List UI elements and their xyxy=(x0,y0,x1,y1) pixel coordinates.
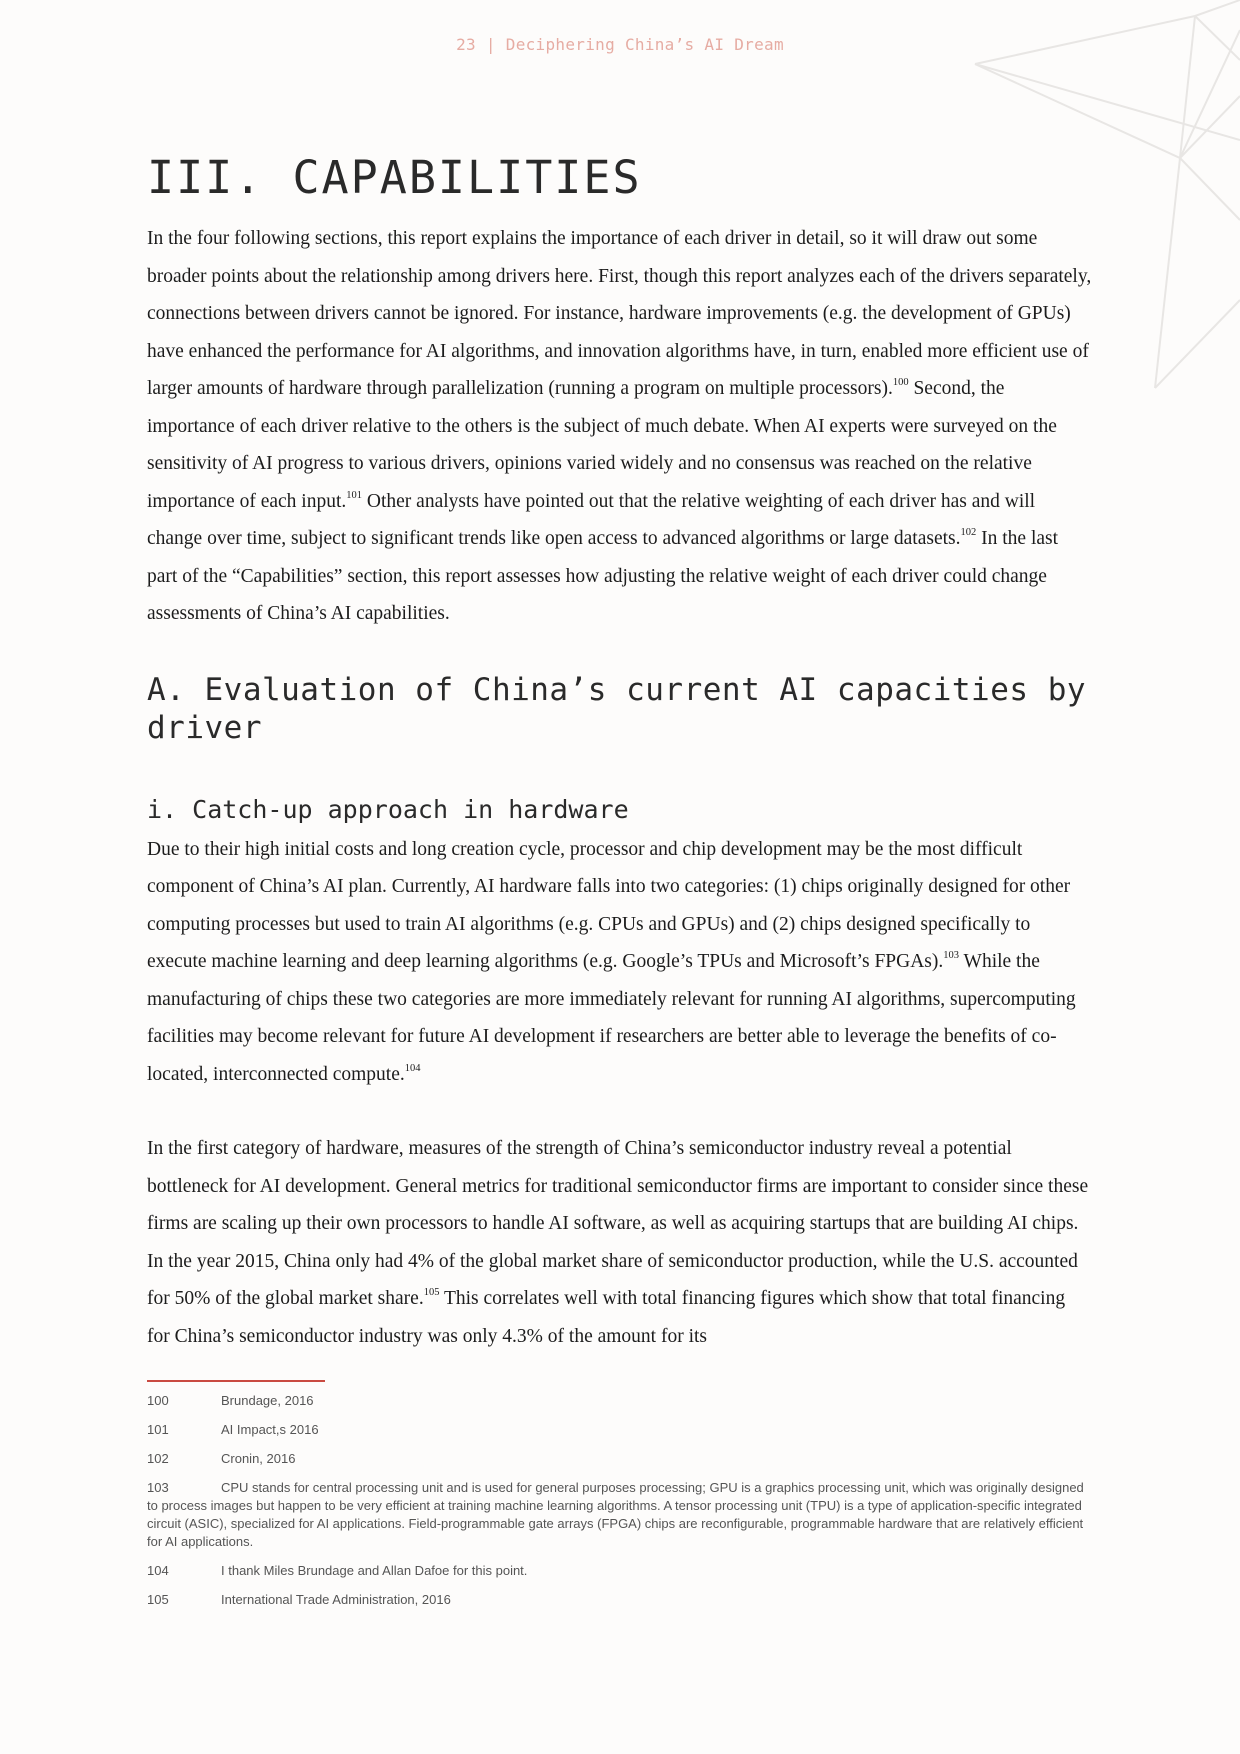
intro-text-1: In the four following sections, this report explains the importance of each driver in detail, so it will draw out some broader points about the relationship among drivers here. First, though this report analyzes each of the drivers separately, connections between drivers cannot be ignored. For instance, hardware improvements (e.g. the development of GPUs) have enhanced the performance for AI algorithms, and innovation algorithms have, in turn, enabled more efficient use of larger amounts of hardware through parallelization (running a program on multiple processors). xyxy=(147,228,1092,399)
footnote-number: 104 xyxy=(147,1563,169,1578)
hardware-p2-text-2: This correlates well with total financing figures which show that total financing for China’s semiconductor industry was only 4.3% of the amount for its xyxy=(147,1288,1066,1347)
hardware-paragraph-2 xyxy=(147,1130,1092,1355)
hardware-p1-text-2: While the manufacturing of chips these two categories are more immediately relevant for running AI algorithms, supercomputing facilities may become relevant for future AI development if researchers are better able to leverage the benefits of co-located, interconnected compute. xyxy=(147,951,1076,1085)
footnote-number: 101 xyxy=(147,1422,169,1437)
hardware-p2-text-1: In the first category of hardware, measures of the strength of China’s semiconductor industry reveal a potential bottleneck for AI development. General metrics for traditional semiconductor firms are important to consider since these firms are scaling up their own processors to handle AI software, as well as acquiring startups that are building AI chips. In the year 2015, China only had 4% of the global market share of semiconductor production, while the U.S. accounted for 50% of the global market share. xyxy=(147,1138,1089,1309)
chapter-title: III. CAPABILITIES xyxy=(147,151,642,204)
footnotes-section xyxy=(147,1380,1092,1620)
footnote-divider xyxy=(147,1380,325,1382)
footnote-number: 103 xyxy=(147,1480,169,1495)
footnote-item xyxy=(147,1392,1092,1410)
footnote-ref-102[interactable]: 102 xyxy=(960,527,977,538)
footnote-ref-103[interactable]: 103 xyxy=(943,950,960,961)
footnote-ref-104[interactable]: 104 xyxy=(404,1062,421,1074)
footnote-ref-105[interactable]: 105 xyxy=(423,1287,440,1298)
footnote-text: CPU stands for central processing unit and is used for general purposes processing; GPU is a graphics processing unit, which was originally designed to process images but happen to be very efficient at training machine learning algorithms. A tensor processing unit (TPU) is a type of application-specific integrated circuit (ASIC), specialized for AI applications. Field-programmable gate arrays (FPGA) chips are reconfigurable, programmable hardware that are relatively efficient for AI applications. xyxy=(147,1480,1084,1549)
footnote-ref-100[interactable]: 100 xyxy=(892,377,909,388)
footnote-text: Cronin, 2016 xyxy=(221,1451,296,1466)
intro-paragraph xyxy=(147,220,1092,633)
footnote-text: I thank Miles Brundage and Allan Dafoe for this point. xyxy=(221,1563,528,1578)
intro-text-3: Other analysts have pointed out that the relative weighting of each driver has and will change over time, subject to significant trends like open access to advanced algorithms or large datasets. xyxy=(147,490,1036,549)
footnote-number: 102 xyxy=(147,1451,169,1466)
footnote-text: International Trade Administration, 2016 xyxy=(221,1592,451,1607)
footnote-item xyxy=(147,1421,1092,1439)
footnote-text: AI Impact,s 2016 xyxy=(221,1422,319,1437)
hardware-paragraph-1 xyxy=(147,831,1092,1094)
main-content xyxy=(147,150,1092,1355)
footnote-item xyxy=(147,1479,1092,1551)
intro-text-2: Second, the importance of each driver relative to the others is the subject of much debate. When AI experts were surveyed on the sensitivity of AI progress to various drivers, opinions varied widely and no consensus was reached on the relative importance of each input. xyxy=(147,378,1057,512)
footnote-item xyxy=(147,1450,1092,1468)
footnote-text: Brundage, 2016 xyxy=(221,1393,314,1408)
page-header: 23 | Deciphering China’s AI Dream xyxy=(456,35,784,54)
section-heading-a: A. Evaluation of China’s current AI capacities by driver xyxy=(147,671,1087,746)
hardware-p1-text-1: Due to their high initial costs and long creation cycle, processor and chip development may be the most difficult component of China’s AI plan. Currently, AI hardware falls into two categories: (1) chips originally designed for other computing processes but used to train AI algorithms (e.g. CPUs and GPUs) and (2) chips designed specifically to execute machine learning and deep learning algorithms (e.g. Google’s TPUs and Microsoft’s FPGAs). xyxy=(147,838,1071,972)
footnote-item xyxy=(147,1562,1092,1580)
footnote-number: 100 xyxy=(147,1393,169,1408)
footnote-number: 105 xyxy=(147,1592,169,1607)
intro-text-4: In the last part of the “Capabilities” section, this report assesses how adjusting the relative weight of each driver could change assessments of China’s AI capabilities. xyxy=(147,528,1059,624)
subsection-heading-hardware: i. Catch-up approach in hardware xyxy=(147,794,629,824)
footnote-ref-101[interactable]: 101 xyxy=(346,489,363,501)
footnote-item xyxy=(147,1591,1092,1609)
